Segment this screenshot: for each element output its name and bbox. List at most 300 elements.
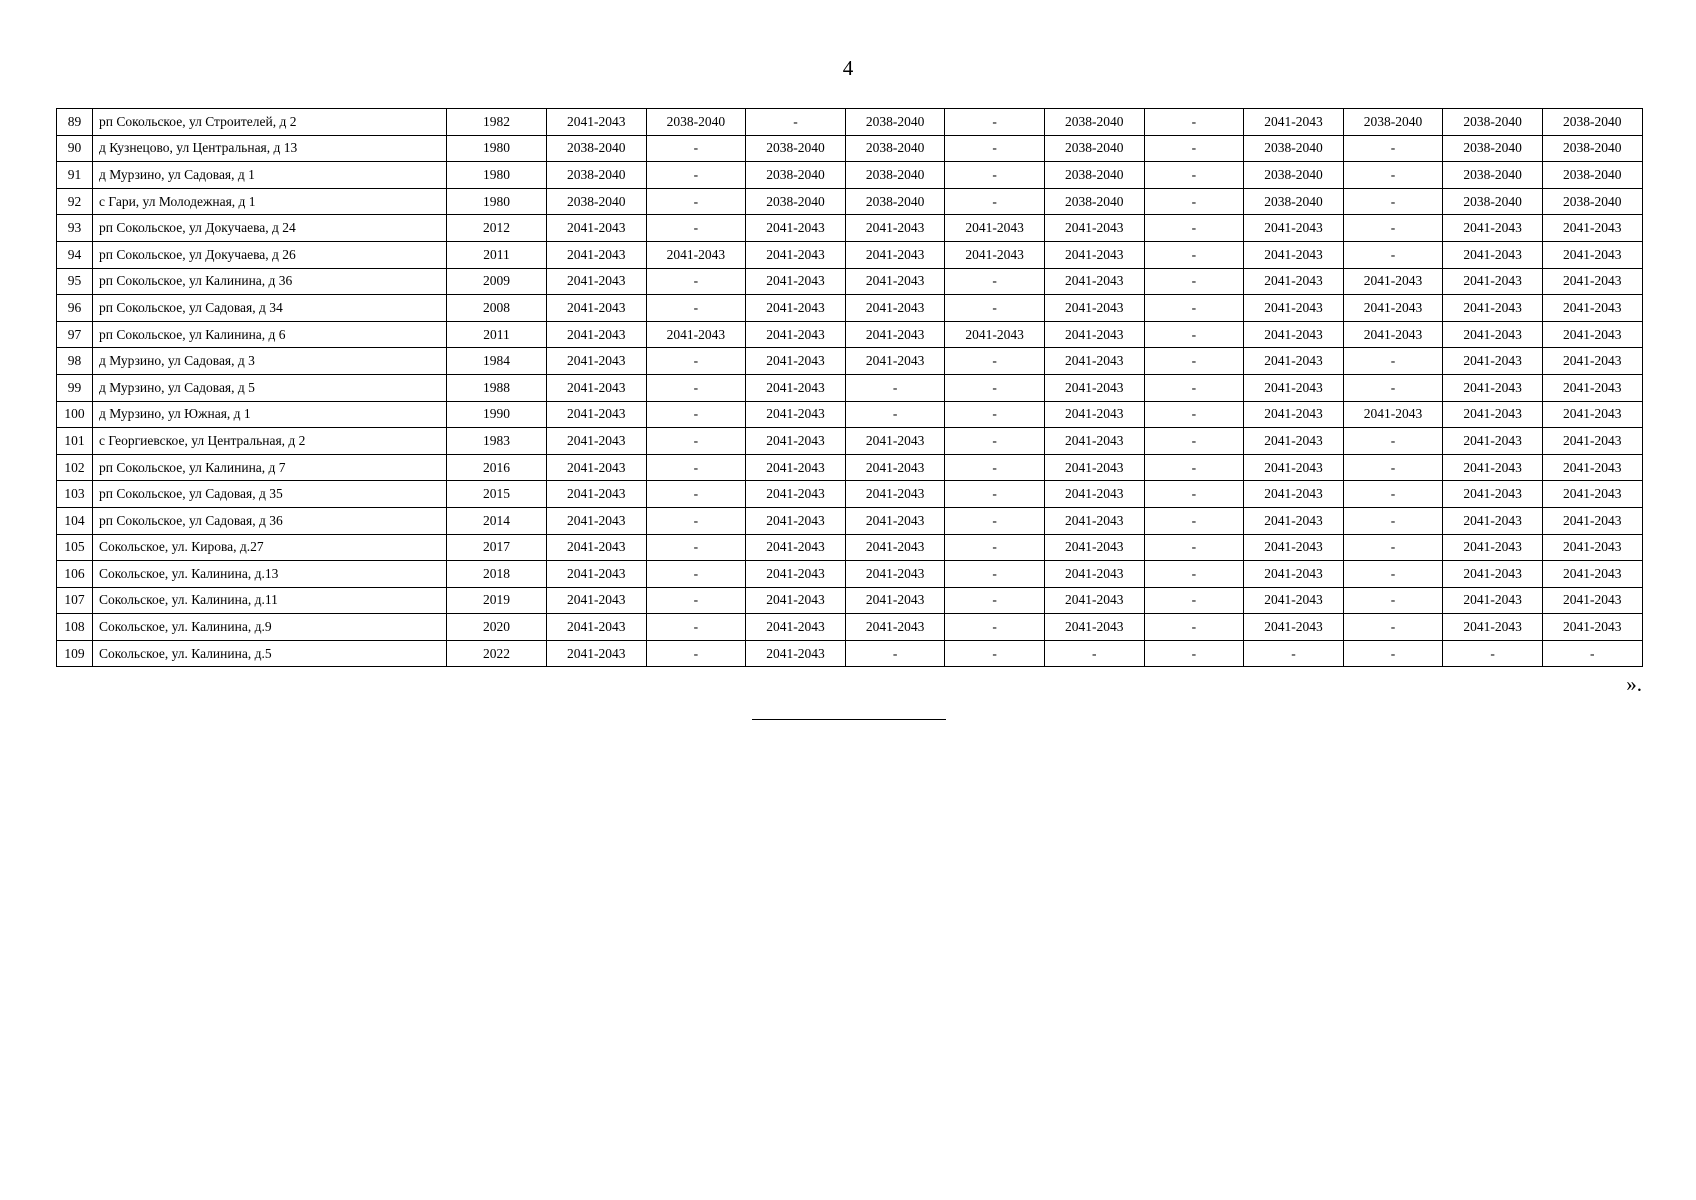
period-cell: 2041-2043 <box>547 268 647 295</box>
table-row <box>57 640 1643 667</box>
period-cell: 2038-2040 <box>547 162 647 189</box>
row-number-cell: 105 <box>57 534 93 561</box>
period-cell: 2038-2040 <box>1044 135 1144 162</box>
table-row <box>57 162 1643 189</box>
period-cell: 2041-2043 <box>1443 454 1543 481</box>
period-cell: - <box>1144 241 1244 268</box>
period-cell: 2041-2043 <box>845 321 945 348</box>
period-cell: 2041-2043 <box>1244 481 1344 508</box>
construction-year-cell: 1983 <box>447 428 547 455</box>
address-cell: д Кузнецово, ул Центральная, д 13 <box>93 135 447 162</box>
period-cell: 2041-2043 <box>746 587 846 614</box>
period-cell: 2041-2043 <box>746 374 846 401</box>
period-cell: 2038-2040 <box>845 135 945 162</box>
row-number-cell: 96 <box>57 295 93 322</box>
period-cell: 2041-2043 <box>547 241 647 268</box>
period-cell: - <box>945 428 1045 455</box>
period-cell: 2041-2043 <box>547 614 647 641</box>
period-cell: 2041-2043 <box>547 215 647 242</box>
period-cell: - <box>1144 374 1244 401</box>
period-cell: 2041-2043 <box>1244 374 1344 401</box>
period-cell: - <box>845 374 945 401</box>
period-cell: - <box>1343 614 1443 641</box>
period-cell: - <box>1343 561 1443 588</box>
period-cell: 2038-2040 <box>1044 188 1144 215</box>
table-row <box>57 401 1643 428</box>
period-cell: 2041-2043 <box>1443 561 1543 588</box>
period-cell: 2038-2040 <box>845 162 945 189</box>
period-cell: 2041-2043 <box>746 481 846 508</box>
period-cell: 2041-2043 <box>1044 587 1144 614</box>
period-cell: - <box>646 507 746 534</box>
period-cell: - <box>1343 162 1443 189</box>
period-cell: 2041-2043 <box>845 348 945 375</box>
row-number-cell: 103 <box>57 481 93 508</box>
construction-year-cell: 1980 <box>447 188 547 215</box>
period-cell: 2041-2043 <box>1343 321 1443 348</box>
period-cell: - <box>1144 481 1244 508</box>
period-cell: 2041-2043 <box>1044 268 1144 295</box>
period-cell: 2041-2043 <box>1443 321 1543 348</box>
period-cell: 2041-2043 <box>1542 241 1642 268</box>
period-cell: 2041-2043 <box>1044 348 1144 375</box>
address-cell: рп Сокольское, ул Калинина, д 36 <box>93 268 447 295</box>
table-row <box>57 561 1643 588</box>
period-cell: 2041-2043 <box>1542 614 1642 641</box>
period-cell: 2038-2040 <box>1443 109 1543 136</box>
period-cell: 2041-2043 <box>1244 428 1344 455</box>
period-cell: 2038-2040 <box>646 109 746 136</box>
period-cell: - <box>1144 162 1244 189</box>
address-cell: д Мурзино, ул Садовая, д 1 <box>93 162 447 189</box>
period-cell: - <box>646 587 746 614</box>
period-cell: - <box>1144 215 1244 242</box>
period-cell: 2041-2043 <box>845 428 945 455</box>
address-cell: д Мурзино, ул Садовая, д 5 <box>93 374 447 401</box>
row-number-cell: 90 <box>57 135 93 162</box>
period-cell: - <box>1144 188 1244 215</box>
address-cell: д Мурзино, ул Садовая, д 3 <box>93 348 447 375</box>
period-cell: 2041-2043 <box>646 241 746 268</box>
period-cell: 2041-2043 <box>1044 614 1144 641</box>
table-row <box>57 241 1643 268</box>
construction-year-cell: 1980 <box>447 162 547 189</box>
period-cell: 2041-2043 <box>1044 295 1144 322</box>
period-cell: 2041-2043 <box>1542 215 1642 242</box>
row-number-cell: 93 <box>57 215 93 242</box>
construction-year-cell: 2015 <box>447 481 547 508</box>
period-cell: 2041-2043 <box>746 614 846 641</box>
period-cell: - <box>945 614 1045 641</box>
period-cell: - <box>646 481 746 508</box>
table-row <box>57 587 1643 614</box>
period-cell: - <box>1343 348 1443 375</box>
period-cell: 2041-2043 <box>1542 295 1642 322</box>
construction-year-cell: 1984 <box>447 348 547 375</box>
period-cell: 2041-2043 <box>1244 507 1344 534</box>
construction-year-cell: 2022 <box>447 640 547 667</box>
row-number-cell: 97 <box>57 321 93 348</box>
table-row <box>57 454 1643 481</box>
table-row <box>57 374 1643 401</box>
period-cell: - <box>1144 295 1244 322</box>
period-cell: 2038-2040 <box>1542 135 1642 162</box>
period-cell: - <box>1144 401 1244 428</box>
address-cell: рп Сокольское, ул Садовая, д 34 <box>93 295 447 322</box>
address-cell: д Мурзино, ул Южная, д 1 <box>93 401 447 428</box>
row-number-cell: 107 <box>57 587 93 614</box>
address-cell: Сокольское, ул. Калинина, д.13 <box>93 561 447 588</box>
period-cell: 2041-2043 <box>547 295 647 322</box>
row-number-cell: 94 <box>57 241 93 268</box>
period-cell: 2041-2043 <box>945 215 1045 242</box>
period-cell: - <box>1343 454 1443 481</box>
period-cell: 2041-2043 <box>746 241 846 268</box>
period-cell: 2041-2043 <box>547 428 647 455</box>
period-cell: 2041-2043 <box>746 640 846 667</box>
period-cell: 2038-2040 <box>845 188 945 215</box>
period-cell: 2041-2043 <box>1542 587 1642 614</box>
row-number-cell: 104 <box>57 507 93 534</box>
period-cell: - <box>1144 640 1244 667</box>
period-cell: 2041-2043 <box>746 561 846 588</box>
period-cell: 2041-2043 <box>746 534 846 561</box>
period-cell: 2041-2043 <box>1542 321 1642 348</box>
period-cell: 2041-2043 <box>1044 561 1144 588</box>
period-cell: 2041-2043 <box>1443 614 1543 641</box>
row-number-cell: 91 <box>57 162 93 189</box>
period-cell: - <box>646 348 746 375</box>
period-cell: 2041-2043 <box>1443 428 1543 455</box>
address-cell: рп Сокольское, ул Садовая, д 36 <box>93 507 447 534</box>
period-cell: 2041-2043 <box>845 241 945 268</box>
period-cell: 2041-2043 <box>945 321 1045 348</box>
period-cell: 2041-2043 <box>1244 215 1344 242</box>
end-divider-line <box>752 719 946 720</box>
period-cell: - <box>1542 640 1642 667</box>
table-row <box>57 321 1643 348</box>
period-cell: - <box>945 268 1045 295</box>
period-cell: - <box>945 188 1045 215</box>
period-cell: - <box>945 109 1045 136</box>
period-cell: 2041-2043 <box>1443 241 1543 268</box>
construction-year-cell: 2011 <box>447 321 547 348</box>
period-cell: - <box>1343 640 1443 667</box>
period-cell: 2041-2043 <box>746 321 846 348</box>
period-cell: - <box>646 534 746 561</box>
period-cell: 2041-2043 <box>1044 374 1144 401</box>
period-cell: - <box>1343 374 1443 401</box>
address-cell: с Георгиевское, ул Центральная, д 2 <box>93 428 447 455</box>
period-cell: 2041-2043 <box>547 640 647 667</box>
table-row <box>57 534 1643 561</box>
address-cell: Сокольское, ул. Калинина, д.5 <box>93 640 447 667</box>
period-cell: 2038-2040 <box>746 135 846 162</box>
period-cell: 2041-2043 <box>1244 561 1344 588</box>
period-cell: - <box>646 295 746 322</box>
period-cell: - <box>1144 428 1244 455</box>
period-cell: - <box>1144 507 1244 534</box>
period-cell: - <box>1343 534 1443 561</box>
period-cell: 2041-2043 <box>1244 454 1344 481</box>
period-cell: 2041-2043 <box>845 507 945 534</box>
construction-year-cell: 2011 <box>447 241 547 268</box>
construction-year-cell: 2016 <box>447 454 547 481</box>
period-cell: 2041-2043 <box>1542 534 1642 561</box>
period-cell: 2038-2040 <box>1542 109 1642 136</box>
period-cell: 2041-2043 <box>547 587 647 614</box>
page-number: 4 <box>842 56 854 80</box>
period-cell: 2041-2043 <box>1343 295 1443 322</box>
period-cell: 2041-2043 <box>646 321 746 348</box>
period-cell: 2041-2043 <box>746 215 846 242</box>
period-cell: 2041-2043 <box>547 454 647 481</box>
period-cell: 2038-2040 <box>1343 109 1443 136</box>
period-cell: 2041-2043 <box>1343 268 1443 295</box>
table-row <box>57 295 1643 322</box>
period-cell: - <box>945 534 1045 561</box>
row-number-cell: 102 <box>57 454 93 481</box>
period-cell: - <box>1044 640 1144 667</box>
row-number-cell: 92 <box>57 188 93 215</box>
period-cell: - <box>945 481 1045 508</box>
period-cell: 2041-2043 <box>1244 109 1344 136</box>
period-cell: 2041-2043 <box>547 561 647 588</box>
period-cell: - <box>945 640 1045 667</box>
period-cell: 2041-2043 <box>1044 321 1144 348</box>
address-cell: рп Сокольское, ул Калинина, д 6 <box>93 321 447 348</box>
period-cell: 2041-2043 <box>1542 268 1642 295</box>
period-cell: 2038-2040 <box>547 135 647 162</box>
period-cell: 2041-2043 <box>1244 321 1344 348</box>
address-cell: рп Сокольское, ул Докучаева, д 26 <box>93 241 447 268</box>
period-cell: 2038-2040 <box>1044 162 1144 189</box>
address-cell: рп Сокольское, ул Калинина, д 7 <box>93 454 447 481</box>
period-cell: 2041-2043 <box>1443 348 1543 375</box>
repair-schedule-table <box>56 108 1643 667</box>
address-cell: Сокольское, ул. Кирова, д.27 <box>93 534 447 561</box>
period-cell: - <box>1443 640 1543 667</box>
period-cell: 2041-2043 <box>1443 401 1543 428</box>
period-cell: 2041-2043 <box>1044 401 1144 428</box>
period-cell: 2041-2043 <box>845 587 945 614</box>
period-cell: - <box>945 135 1045 162</box>
period-cell: 2038-2040 <box>1443 135 1543 162</box>
period-cell: - <box>1343 188 1443 215</box>
period-cell: - <box>945 348 1045 375</box>
period-cell: 2041-2043 <box>1443 534 1543 561</box>
period-cell: 2041-2043 <box>1343 401 1443 428</box>
period-cell: 2041-2043 <box>1542 561 1642 588</box>
period-cell: - <box>1343 507 1443 534</box>
period-cell: - <box>646 215 746 242</box>
period-cell: 2041-2043 <box>1542 507 1642 534</box>
construction-year-cell: 1980 <box>447 135 547 162</box>
period-cell: - <box>945 561 1045 588</box>
period-cell: - <box>1144 321 1244 348</box>
period-cell: - <box>945 401 1045 428</box>
period-cell: 2041-2043 <box>845 454 945 481</box>
table-row <box>57 481 1643 508</box>
period-cell: - <box>646 561 746 588</box>
period-cell: - <box>945 507 1045 534</box>
period-cell: 2041-2043 <box>547 109 647 136</box>
address-cell: рп Сокольское, ул Садовая, д 35 <box>93 481 447 508</box>
period-cell: - <box>646 188 746 215</box>
period-cell: 2041-2043 <box>547 374 647 401</box>
period-cell: 2041-2043 <box>1542 428 1642 455</box>
table-row <box>57 188 1643 215</box>
period-cell: 2041-2043 <box>1542 401 1642 428</box>
period-cell: 2041-2043 <box>1443 507 1543 534</box>
period-cell: 2041-2043 <box>845 295 945 322</box>
period-cell: 2038-2040 <box>746 162 846 189</box>
period-cell: 2041-2043 <box>547 401 647 428</box>
address-cell: рп Сокольское, ул Докучаева, д 24 <box>93 215 447 242</box>
table-row <box>57 215 1643 242</box>
period-cell: - <box>646 135 746 162</box>
row-number-cell: 89 <box>57 109 93 136</box>
period-cell: - <box>1343 215 1443 242</box>
period-cell: - <box>945 587 1045 614</box>
period-cell: 2041-2043 <box>1244 534 1344 561</box>
table-row <box>57 109 1643 136</box>
period-cell: - <box>945 162 1045 189</box>
period-cell: 2041-2043 <box>845 614 945 641</box>
period-cell: 2041-2043 <box>945 241 1045 268</box>
period-cell: 2038-2040 <box>1443 162 1543 189</box>
period-cell: 2041-2043 <box>1542 481 1642 508</box>
period-cell: 2038-2040 <box>1044 109 1144 136</box>
period-cell: - <box>646 428 746 455</box>
period-cell: 2041-2043 <box>1244 268 1344 295</box>
period-cell: 2041-2043 <box>746 454 846 481</box>
period-cell: - <box>646 401 746 428</box>
period-cell: - <box>845 401 945 428</box>
period-cell: 2038-2040 <box>1244 188 1344 215</box>
period-cell: - <box>646 454 746 481</box>
row-number-cell: 99 <box>57 374 93 401</box>
period-cell: 2038-2040 <box>1244 135 1344 162</box>
period-cell: - <box>1343 428 1443 455</box>
row-number-cell: 109 <box>57 640 93 667</box>
construction-year-cell: 1988 <box>447 374 547 401</box>
period-cell: 2041-2043 <box>547 321 647 348</box>
table-body <box>57 109 1643 667</box>
row-number-cell: 100 <box>57 401 93 428</box>
table-row <box>57 507 1643 534</box>
period-cell: 2041-2043 <box>1044 454 1144 481</box>
table-row <box>57 268 1643 295</box>
period-cell: 2041-2043 <box>845 481 945 508</box>
period-cell: - <box>1343 481 1443 508</box>
period-cell: 2041-2043 <box>746 507 846 534</box>
period-cell: 2038-2040 <box>746 188 846 215</box>
period-cell: 2041-2043 <box>1443 268 1543 295</box>
address-cell: Сокольское, ул. Калинина, д.11 <box>93 587 447 614</box>
period-cell: 2041-2043 <box>1244 401 1344 428</box>
period-cell: 2041-2043 <box>845 534 945 561</box>
table-row <box>57 348 1643 375</box>
closing-quote-mark: ». <box>1626 672 1642 696</box>
period-cell: 2041-2043 <box>547 348 647 375</box>
period-cell: - <box>646 268 746 295</box>
period-cell: - <box>746 109 846 136</box>
period-cell: - <box>1343 587 1443 614</box>
period-cell: 2041-2043 <box>1244 587 1344 614</box>
period-cell: - <box>1144 348 1244 375</box>
period-cell: 2038-2040 <box>1244 162 1344 189</box>
construction-year-cell: 2017 <box>447 534 547 561</box>
period-cell: 2041-2043 <box>1443 215 1543 242</box>
row-number-cell: 108 <box>57 614 93 641</box>
period-cell: 2041-2043 <box>746 268 846 295</box>
period-cell: - <box>1144 534 1244 561</box>
period-cell: 2041-2043 <box>1044 534 1144 561</box>
period-cell: 2041-2043 <box>1443 374 1543 401</box>
period-cell: 2038-2040 <box>1542 188 1642 215</box>
period-cell: 2038-2040 <box>547 188 647 215</box>
period-cell: - <box>1244 640 1344 667</box>
period-cell: 2041-2043 <box>746 428 846 455</box>
period-cell: 2041-2043 <box>1542 374 1642 401</box>
period-cell: 2041-2043 <box>1244 348 1344 375</box>
construction-year-cell: 2009 <box>447 268 547 295</box>
construction-year-cell: 2020 <box>447 614 547 641</box>
period-cell: - <box>1144 614 1244 641</box>
period-cell: - <box>945 295 1045 322</box>
period-cell: 2041-2043 <box>1542 454 1642 481</box>
period-cell: 2041-2043 <box>746 295 846 322</box>
period-cell: - <box>1144 587 1244 614</box>
period-cell: - <box>646 614 746 641</box>
period-cell: 2041-2043 <box>1044 241 1144 268</box>
period-cell: 2041-2043 <box>1044 481 1144 508</box>
period-cell: 2041-2043 <box>746 401 846 428</box>
period-cell: - <box>1144 561 1244 588</box>
construction-year-cell: 2019 <box>447 587 547 614</box>
period-cell: 2041-2043 <box>547 481 647 508</box>
period-cell: - <box>1144 454 1244 481</box>
address-cell: Сокольское, ул. Калинина, д.9 <box>93 614 447 641</box>
period-cell: - <box>1343 241 1443 268</box>
table-row <box>57 135 1643 162</box>
construction-year-cell: 2012 <box>447 215 547 242</box>
period-cell: - <box>845 640 945 667</box>
period-cell: - <box>1343 135 1443 162</box>
period-cell: 2041-2043 <box>845 215 945 242</box>
address-cell: рп Сокольское, ул Строителей, д 2 <box>93 109 447 136</box>
period-cell: - <box>1144 135 1244 162</box>
period-cell: 2041-2043 <box>1244 295 1344 322</box>
construction-year-cell: 1990 <box>447 401 547 428</box>
period-cell: - <box>646 374 746 401</box>
period-cell: - <box>646 162 746 189</box>
construction-year-cell: 2014 <box>447 507 547 534</box>
period-cell: 2038-2040 <box>845 109 945 136</box>
period-cell: 2041-2043 <box>1244 241 1344 268</box>
period-cell: 2041-2043 <box>1443 587 1543 614</box>
construction-year-cell: 1982 <box>447 109 547 136</box>
period-cell: - <box>945 374 1045 401</box>
row-number-cell: 106 <box>57 561 93 588</box>
period-cell: - <box>646 640 746 667</box>
construction-year-cell: 2018 <box>447 561 547 588</box>
period-cell: 2041-2043 <box>845 561 945 588</box>
period-cell: 2041-2043 <box>1244 614 1344 641</box>
period-cell: 2038-2040 <box>1542 162 1642 189</box>
period-cell: - <box>1144 268 1244 295</box>
